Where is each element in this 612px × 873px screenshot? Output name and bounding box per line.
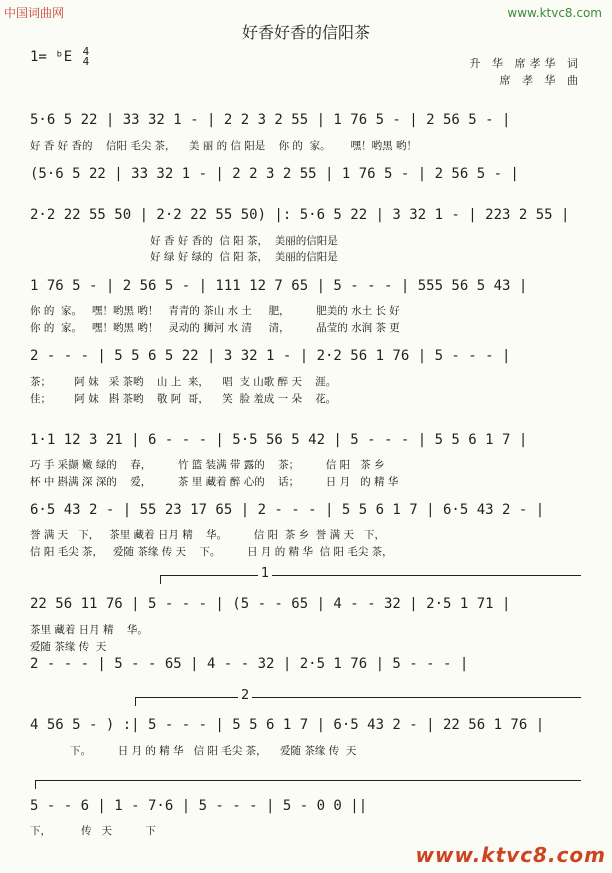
first-ending-bracket — [160, 575, 581, 584]
score-line-9: 2 - - - | 5 - - 65 | 4 - - 32 | 2·5 1 76 | 5 - - - | — [30, 656, 469, 672]
lyric-line-6a: 巧 手 采撷 嫩 绿的 春， 竹 篮 装满 带 露的 茶； 信 阳 茶 乡 — [30, 459, 385, 471]
lyric-line-1: 好 香 好 香的 信阳 毛尖 茶， 美 丽 的 信 阳是 你 的 家。 嘿！哟黑 哟！ — [30, 140, 417, 152]
lyric-line-4a: 你 的 家。 嘿！哟黑 哟！ 青青的 茶山 水 土 肥， 肥美的 水土 长 好 — [30, 305, 400, 317]
score-line-1: 5·6 5 22 | 33 32 1 - | 2 2 3 2 55 | 1 76 5 - | 2 56 5 - | — [30, 112, 511, 128]
lyric-line-7a: 誉 满 天 下， 茶里 藏着 日月 精 华。 信 阳 茶 乡 誉 满 天 下， — [30, 529, 385, 541]
lyric-line-8b: 爱随 茶缘 传 天 — [30, 641, 107, 653]
lyric-line-10: 下。 日 月 的 精 华 信 阳 毛尖 茶， 爱随 茶缘 传 天 — [30, 745, 357, 757]
fermata-bracket — [35, 780, 581, 789]
second-ending-bracket — [135, 697, 581, 706]
lyric-line-5b: 佳； 阿 妹 斟 茶哟 敬 阿 哥， 笑 脸 羞成 一 朵 花。 — [30, 393, 337, 405]
site-watermark-left: 中国词曲网 — [4, 6, 65, 20]
song-title: 好香好香的信阳茶 — [241, 23, 370, 42]
lyric-line-3a: 好 香 好 香的 信 阳 茶， 美丽的信阳是 — [30, 235, 338, 247]
lyric-line-3b: 好 绿 好 绿的 信 阳 茶， 美丽的信阳是 — [30, 251, 338, 263]
time-bottom: 4 — [82, 55, 90, 68]
time-top: 4 — [82, 45, 90, 58]
first-ending-number: 1 — [258, 566, 272, 581]
key-label: 1= ᵇE — [30, 49, 73, 65]
score-line-11: 5 - - 6 | 1 - 7·6 | 5 - - - | 5 - 0 0 || — [30, 798, 368, 814]
lyric-line-11: 下， 传 天 下 — [30, 825, 156, 837]
second-ending-number: 2 — [238, 688, 252, 703]
lyric-line-4b: 你 的 家。 嘿！哟黑 哟！ 灵动的 狮河 水 清 清， 晶莹的 水润 茶 更 — [30, 322, 400, 334]
composer-credit: 席 孝 华 曲 — [499, 74, 582, 87]
score-line-10: 4 56 5 - ) :| 5 - - - | 5 5 6 1 7 | 6·5 43 2 - | 22 56 1 76 | — [30, 717, 545, 733]
score-line-3: 2·2 22 55 50 | 2·2 22 55 50) |: 5·6 5 22 | 3 32 1 - | 223 2 55 | — [30, 207, 570, 223]
site-watermark-right: www.ktvc8.com — [507, 6, 602, 20]
score-line-7: 6·5 43 2 - | 55 23 17 65 | 2 - - - | 5 5 6 1 7 | 6·5 43 2 - | — [30, 502, 545, 518]
footer-watermark: www.ktvc8.com — [415, 843, 606, 867]
time-signature — [83, 47, 90, 67]
key-signature — [30, 47, 89, 67]
score-line-4: 1 76 5 - | 2 56 5 - | 111 12 7 65 | 5 - - - | 555 56 5 43 | — [30, 278, 528, 294]
score-line-5: 2 - - - | 5 5 6 5 22 | 3 32 1 - | 2·2 56 1 76 | 5 - - - | — [30, 348, 511, 364]
lyricist-credit: 升 华 席孝华 词 — [469, 57, 582, 70]
lyric-line-8a: 茶里 藏着 日月 精 华。 — [30, 624, 148, 636]
score-line-6: 1·1 12 3 21 | 6 - - - | 5·5 56 5 42 | 5 - - - | 5 5 6 1 7 | — [30, 432, 528, 448]
score-line-2: (5·6 5 22 | 33 32 1 - | 2 2 3 2 55 | 1 76 5 - | 2 56 5 - | — [30, 166, 519, 182]
lyric-line-5a: 茶； 阿 妹 采 茶哟 山 上 来， 唱 支 山歌 醉 天 涯。 — [30, 376, 337, 388]
lyric-line-7b: 信 阳 毛尖 茶， 爱随 茶缘 传 天 下。 日 月 的 精 华 信 阳 毛尖 茶， — [30, 546, 393, 558]
lyric-line-6b: 杯 中 斟满 深 深的 爱， 茶 里 藏着 醉 心的 话； 日 月 的 精 华 — [30, 476, 399, 488]
score-line-8: 22 56 11 76 | 5 - - - | (5 - - 65 | 4 - - 32 | 2·5 1 71 | — [30, 596, 511, 612]
